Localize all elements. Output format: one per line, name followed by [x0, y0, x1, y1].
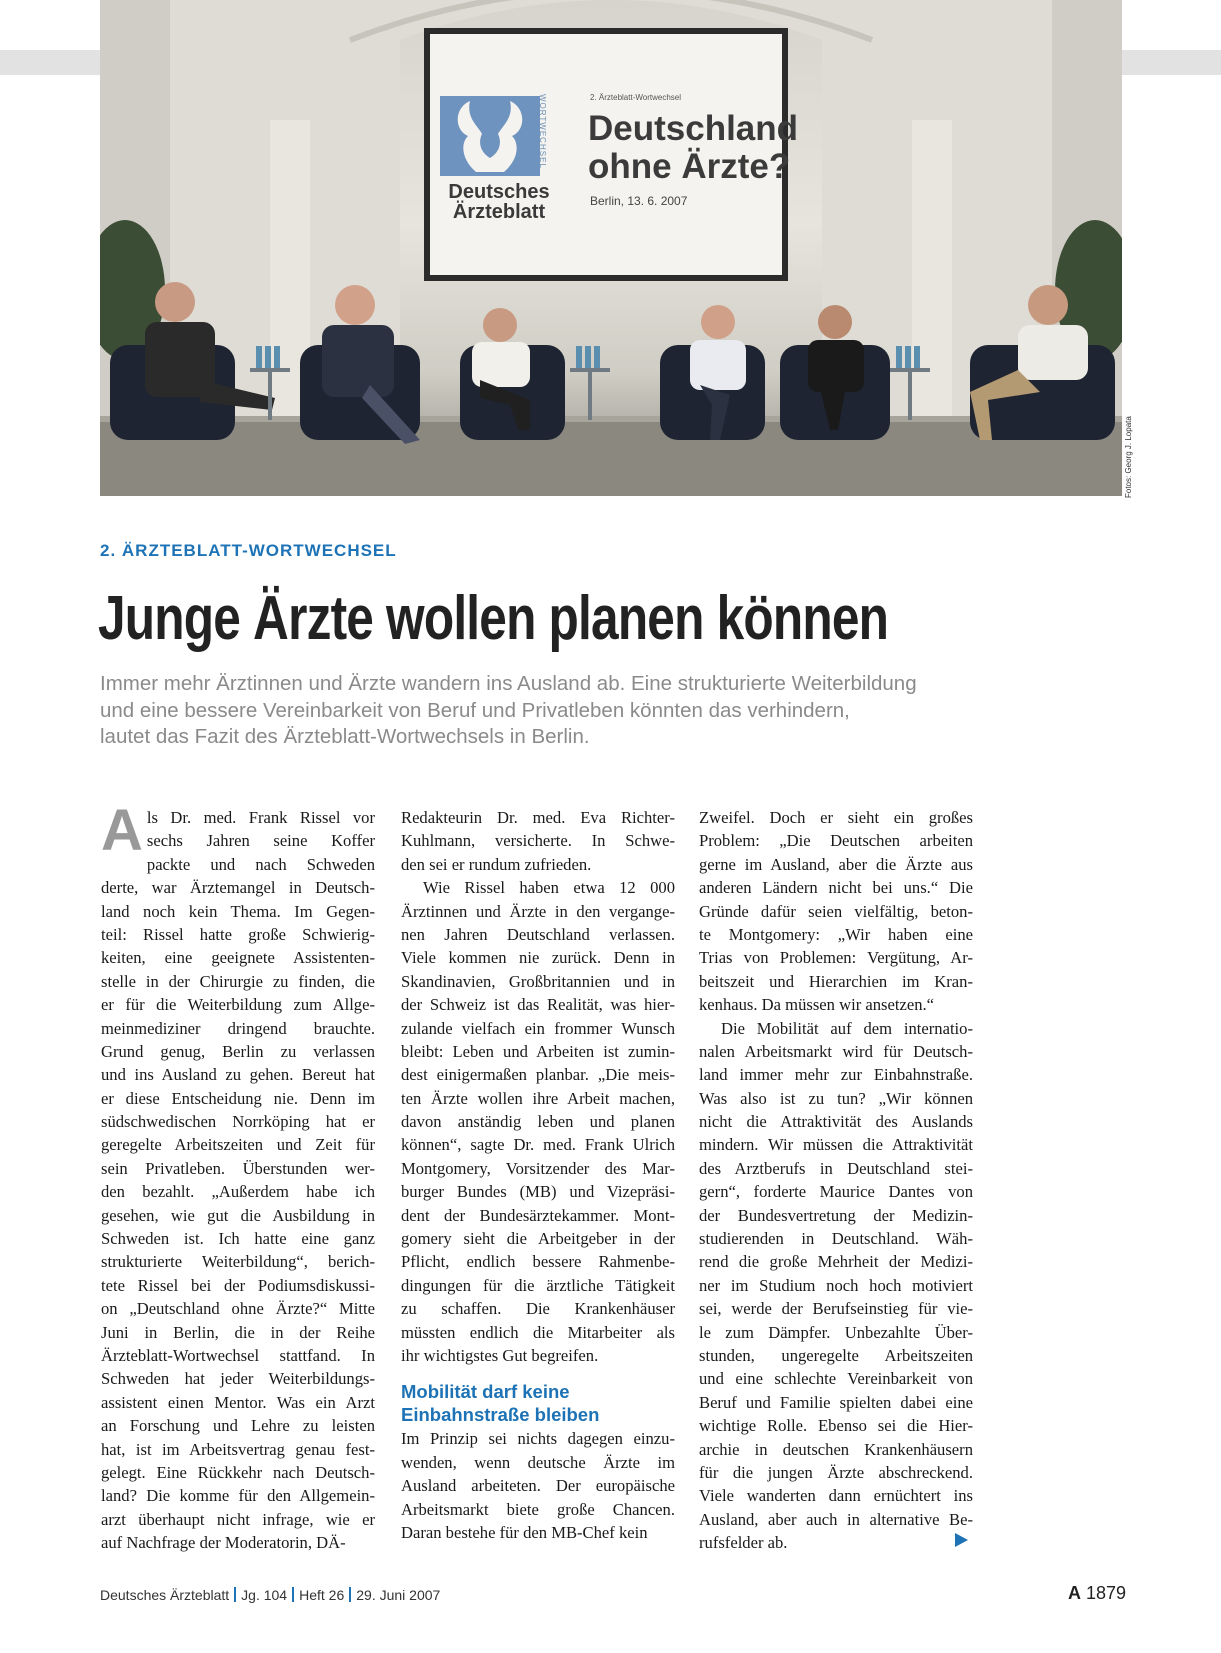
text-line: keiten, eine geeignete Assistenten-: [101, 948, 375, 968]
footer-volume: Jg. 104: [241, 1587, 288, 1603]
text-line: hat, ist im Arbeitsvertrag genau fest-: [101, 1439, 375, 1459]
text-line: sei, werde der Berufseinstieg für vie-: [699, 1299, 973, 1319]
text-line: er diese Entscheidung nie. Denn im: [101, 1088, 375, 1108]
text-line: gomery sieht die Arbeitgeber in der: [401, 1229, 675, 1249]
text-line: nicht die Attraktivität des Auslands: [699, 1112, 973, 1132]
screen-title: Deutschland ohne Ärzte?: [588, 109, 799, 186]
text-line: und eine schlechte Vereinbarkeit von: [699, 1369, 973, 1389]
footer: [100, 1587, 440, 1603]
text-line: Wie Rissel haben etwa 12 000: [423, 878, 675, 898]
projection-screen: [424, 28, 799, 281]
text-line: land immer mehr zur Einbahnstraße.: [699, 1065, 973, 1085]
text-line: Daran bestehe für den MB-Chef kein: [401, 1522, 648, 1542]
text-line: Kuhlmann, versicherte. In Schwe-: [401, 831, 675, 851]
column-2-text: [401, 806, 675, 1367]
text-line: bleibt: Leben und Arbeiten ist zumin-: [401, 1041, 675, 1061]
text-line: Grund genug, Berlin zu verlassen: [101, 1041, 375, 1061]
text-line: Viele kommen nie zurück. Denn in: [401, 948, 675, 968]
text-line: Problem: „Die Deutschen arbeiten: [699, 831, 973, 851]
header-photo: [100, 0, 1122, 496]
text-line: teil: Rissel hatte große Schwierig-: [101, 924, 375, 944]
article-column-3: [699, 806, 973, 1555]
teaser-line: und eine bessere Vereinbarkeit von Beruf und Privatleben könnten das verhindern,: [100, 698, 850, 722]
text-line: ner im Studium noch hoch motiviert: [699, 1275, 973, 1295]
teaser-line: lautet das Fazit des Ärzteblatt-Wortwechsels in Berlin.: [100, 725, 590, 748]
text-line: Pflicht, endlich bessere Rahmenbe-: [401, 1252, 675, 1272]
text-line: Redakteurin Dr. med. Eva Richter-: [401, 808, 675, 827]
text-line: gern“, forderte Maurice Dantes von: [699, 1182, 973, 1202]
screen-date: Berlin, 13. 6. 2007: [590, 194, 688, 208]
column-3-text: [699, 806, 973, 1555]
text-line: Arbeitsmarkt biete große Chancen.: [401, 1499, 675, 1519]
text-line: assistent einen Mentor. Was ein Arzt: [101, 1392, 375, 1412]
text-line: Ärzteblatt-Wortwechsel stattfand. In: [101, 1345, 375, 1365]
text-line: mindern. Wir müssen die Attraktivität: [699, 1135, 973, 1155]
text-line: den bezahlt. „Außerdem habe ich: [101, 1182, 375, 1202]
text-line: strukturierte Weiterbildung“, berich-: [101, 1252, 375, 1272]
teaser-line: Immer mehr Ärztinnen und Ärzte wandern ins Ausland ab. Eine strukturierte Weiterbildung: [100, 672, 917, 695]
text-line: Im Prinzip sei nichts dagegen einzu-: [401, 1429, 675, 1449]
text-line: packte und nach Schweden: [146, 854, 375, 874]
logo-vertical-text: WORTWECHSEL: [538, 94, 547, 169]
top-band-left: [0, 50, 100, 75]
text-line: müssten endlich die Mitarbeiter als: [401, 1322, 675, 1342]
text-line: geregelte Arbeitszeiten und Zeit für: [101, 1135, 375, 1155]
text-line: nalen Arbeitsmarkt wird für Deutsch-: [699, 1041, 973, 1061]
text-line: südschwedischen Norrköping hat er: [101, 1112, 375, 1132]
text-line: den sei er rundum zufrieden.: [401, 854, 592, 874]
page-number: A 1879: [1068, 1583, 1127, 1603]
text-line: tete Rissel bei der Podiumsdiskussi-: [101, 1275, 375, 1295]
text-line: stelle in der Chirurgie zu finden, die: [101, 971, 375, 991]
top-band-right: [1122, 50, 1221, 75]
text-line: ls Dr. med. Frank Rissel vor: [146, 808, 375, 827]
text-line: Die Mobilität auf dem internatio-: [721, 1018, 973, 1038]
text-line: arzt überhaupt nicht infrage, wie er: [101, 1509, 375, 1529]
text-line: der Bundesvertretung der Medizin-: [699, 1205, 973, 1225]
text-line: für die jungen Ärzte abschreckend.: [699, 1462, 973, 1482]
column-2-text-continued: [401, 1427, 675, 1544]
text-line: Ausland, aber auch in alternative Be-: [699, 1509, 973, 1529]
text-line: rufsfelder ab.: [699, 1533, 788, 1553]
text-line: dent der Bundesärztekammer. Mont-: [401, 1205, 675, 1225]
text-line: sechs Jahren seine Koffer: [146, 831, 375, 851]
text-line: derte, war Ärztemangel in Deutsch-: [101, 878, 375, 898]
text-line: stunden, ungeregelte Arbeitszeiten: [699, 1346, 973, 1365]
text-line: Beruf und Familie spielten dabei eine: [699, 1392, 973, 1412]
text-line: Ärztinnen und Ärzte in den vergange-: [401, 901, 675, 921]
photo-credit: Fotos: Georg J. Lopata: [1124, 416, 1133, 498]
text-line: archie in deutschen Krankenhäusern: [699, 1439, 973, 1459]
subheading: Mobilität darf keine Einbahnstraße bleiben: [401, 1381, 600, 1426]
text-line: Schweden ist. Ich hatte eine ganz: [101, 1229, 375, 1249]
text-line: Trias von Problemen: Vergütung, Ar-: [699, 948, 973, 968]
headline: Junge Ärzte wollen planen können: [98, 584, 889, 653]
kicker: 2. ÄRZTEBLATT-WORTWECHSEL: [100, 541, 397, 560]
text-line: und ins Ausland zu gehen. Bereut hat: [101, 1065, 375, 1085]
text-line: Was also ist zu tun? „Wir können: [699, 1088, 973, 1108]
footer-journal: Deutsches Ärzteblatt: [100, 1587, 230, 1603]
text-line: Zweifel. Doch er sieht ein großes: [699, 808, 973, 827]
text-line: zulande vielfach ein frommer Wunsch: [401, 1018, 675, 1038]
text-line: te Montgomery: „Wir haben eine: [699, 924, 973, 944]
column-1-text: [101, 798, 375, 1555]
article-column-1: [101, 798, 375, 1555]
text-line: burger Bundes (MB) und Vizepräsi-: [401, 1182, 675, 1202]
dropcap: A: [101, 798, 143, 863]
text-line: beitszeit und Hierarchien im Kran-: [699, 971, 973, 991]
text-line: ten Ärzte wollen ihre Arbeit machen,: [401, 1088, 675, 1108]
footer-issue: Heft 26: [299, 1587, 345, 1603]
text-line: studierenden in Deutschland. Wäh-: [699, 1229, 973, 1249]
logo-wordmark: Deutsches Ärzteblatt: [448, 181, 550, 223]
text-line: dest einigermaßen planbar. „Die meis-: [401, 1065, 675, 1085]
text-line: wichtige Rolle. Ebenso sei die Hier-: [699, 1416, 973, 1436]
text-line: anderen Ländern nicht bei uns.“ Die: [699, 878, 973, 898]
text-line: Juni in Berlin, die in der Reihe: [101, 1322, 375, 1342]
text-line: le zum Dämpfer. Unbezahlte Über-: [699, 1322, 973, 1342]
text-line: Montgomery, Vorsitzender des Mar-: [401, 1158, 675, 1178]
text-line: Schweden hat jeder Weiterbildungs-: [101, 1369, 375, 1389]
text-line: on „Deutschland ohne Ärzte?“ Mitte: [101, 1299, 375, 1319]
text-line: dingungen für die ärztliche Tätigkeit: [401, 1275, 675, 1295]
text-line: wenden, wenn deutsche Ärzte im: [401, 1452, 675, 1472]
text-line: kenhaus. Da müssen wir ansetzen.“: [699, 995, 935, 1015]
text-line: Skandinavien, Großbritannien und in: [401, 971, 675, 991]
text-line: gelegt. Eine Rückkehr nach Deutsch-: [101, 1462, 375, 1482]
text-line: er für die Weiterbildung zum Allge-: [101, 995, 375, 1015]
text-line: rend die große Mehrheit der Medizi-: [699, 1252, 973, 1272]
text-line: der Schweiz ist das Realität, was hier-: [401, 995, 675, 1015]
text-line: sein Privatleben. Überstunden wer-: [101, 1158, 375, 1178]
text-line: Ausland arbeiteten. Der europäische: [401, 1476, 675, 1496]
text-line: Viele wanderten dann ernüchtert ins: [699, 1486, 973, 1506]
footer-date: 29. Juni 2007: [356, 1587, 441, 1603]
text-line: zu schaffen. Die Krankenhäuser: [401, 1299, 675, 1319]
text-line: können“, sagte Dr. med. Frank Ulrich: [401, 1135, 675, 1155]
text-line: davon anständig leben und planen: [401, 1112, 675, 1132]
text-line: land noch kein Thema. Im Gegen-: [101, 901, 375, 921]
text-line: gesehen, wie gut die Ausbildung in: [101, 1205, 375, 1225]
text-line: meinmediziner dringend brauchte.: [101, 1018, 375, 1038]
aerzteblatt-logo: [440, 96, 540, 176]
text-line: an Forschung und Lehre zu leisten: [101, 1416, 375, 1436]
text-line: auf Nachfrage der Moderatorin, DÄ-: [101, 1533, 346, 1553]
text-line: gerne im Ausland, aber die Ärzte aus: [699, 854, 973, 874]
text-line: land? Die komme für den Allgemein-: [101, 1486, 375, 1506]
teaser: [100, 671, 1040, 751]
continue-arrow-icon: [955, 1533, 968, 1547]
text-line: nen Jahren Deutschland verlassen.: [401, 924, 675, 944]
text-line: ihr wichtigstes Gut begreifen.: [401, 1346, 599, 1365]
screen-event-label: 2. Ärzteblatt-Wortwechsel: [590, 93, 681, 102]
article-column-2: [401, 806, 675, 1544]
text-line: Gründe dafür seien vielfältig, beton-: [699, 901, 973, 921]
text-line: des Arztberufs in Deutschland stei-: [699, 1158, 973, 1178]
